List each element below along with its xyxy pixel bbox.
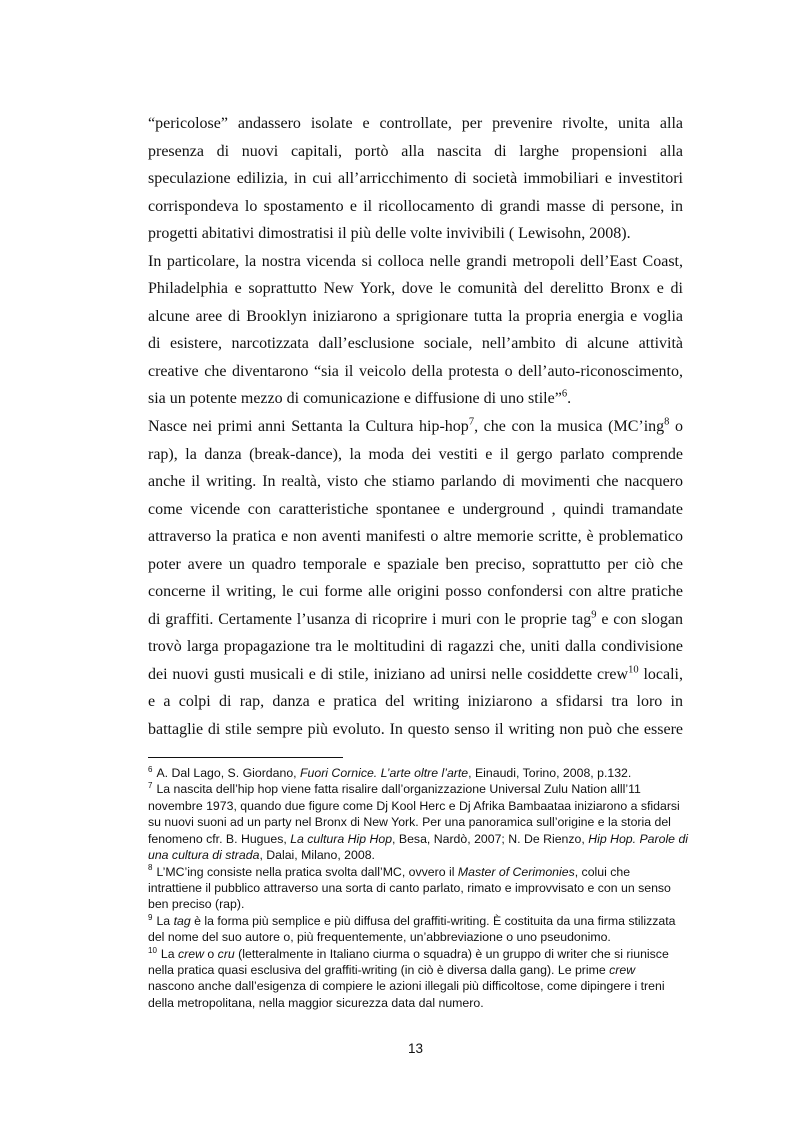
paragraph-2: [148, 248, 683, 413]
text-line: [148, 413, 683, 441]
footnote-number: 9: [148, 912, 153, 922]
footnote-line: [148, 978, 688, 994]
body-text: [148, 110, 683, 744]
text-run: concerne il writing, le cui forme alle origini posso confondersi con altre pratiche: [148, 583, 683, 601]
italic-text: cru: [217, 946, 235, 961]
footnote-9: [148, 913, 688, 946]
text-run: di esistere, narcotizzata dall’esclusione sociale, nell’ambito di alcune attività: [148, 335, 683, 353]
footnote-line: [148, 995, 688, 1011]
text-run: nella pratica quasi esclusiva del graffiti-writing (in ciò è diversa dalla gang). Le prime: [148, 963, 610, 978]
text-line: [148, 688, 683, 716]
text-line: [148, 165, 683, 193]
footnote-number: 8: [148, 863, 153, 873]
text-run: trovò larga propagazione tra le moltitudini di ragazzi che, uniti dalla condivisione: [148, 638, 683, 656]
text-run: della metropolitana, nella maggior sicurezza data dal numero.: [148, 995, 484, 1010]
text-run: di graffiti. Certamente l’usanza di ricoprire i muri con le proprie tag: [148, 610, 592, 628]
text-run: battaglie di stile sempre più evoluto. In questo senso il writing non può che essere: [148, 721, 683, 739]
footnote-line: [148, 831, 688, 847]
text-line: [148, 523, 683, 551]
italic-text: La cultura Hip Hop: [290, 831, 393, 846]
text-run: , Einaudi, Torino, 2008, p.132.: [468, 766, 632, 780]
text-run: dei nuovi gusti musicali e di stile, iniziano ad unirsi nelle cosiddette crew: [148, 665, 629, 683]
text-run: come vicende con caratteristiche spontanee e underground , quindi tramandate: [148, 500, 683, 518]
footnote-line: [148, 880, 688, 896]
text-line: [148, 385, 683, 413]
text-line: [148, 661, 683, 689]
text-line: [148, 330, 683, 358]
footnote-7: [148, 781, 688, 863]
footnote-ref-8: 8: [664, 416, 670, 428]
italic-text: crew: [178, 946, 204, 961]
text-run: , che con la musica (MC’ing: [474, 418, 665, 436]
page-number: 13: [407, 1041, 424, 1056]
text-run: intrattiene il pubblico attraverso una sorta di canto parlato, rimato e improvvisato e con un senso: [148, 880, 671, 895]
text-run: sia un potente mezzo di comunicazione e diffusione di uno stile”: [148, 390, 562, 408]
text-run: Nasce nei primi anni Settanta la Cultura hip-hop: [148, 418, 469, 436]
text-line: [148, 248, 683, 276]
footnote-ref-10: 10: [628, 664, 639, 676]
text-run: .: [567, 390, 572, 408]
italic-text: tag: [173, 913, 191, 928]
text-run: rap), la danza (break-dance), la moda dei vestiti e il gergo parlato comprende: [148, 445, 683, 463]
text-run: o: [669, 418, 684, 436]
footnote-ref-7: 7: [468, 416, 475, 428]
paragraph-3: [148, 413, 683, 744]
paragraph-1: [148, 110, 683, 248]
footnote-line: [148, 781, 688, 797]
text-run: creative che diventarono “sia il veicolo della protesta o dell’auto-riconoscimento,: [148, 362, 683, 380]
footnote-line: [148, 814, 688, 830]
text-line: [148, 551, 683, 579]
italic-text: Fuori Cornice. L’arte oltre l’arte: [300, 766, 469, 780]
italic-text: crew: [609, 963, 636, 978]
text-run: del nome del suo autore o, più frequentemente, un’abbreviazione o uno pseudonimo.: [148, 930, 611, 945]
footnote-line: [148, 946, 688, 962]
italic-text: Master of Cerimonies: [457, 864, 575, 879]
text-run: e a colpi di rap, danza e pratica del writing iniziarono a sfidarsi tra loro in: [148, 693, 683, 711]
footnote-number: 7: [148, 781, 153, 791]
text-line: [148, 633, 683, 661]
text-run: anche il writing. In realtà, visto che stiamo parlando di movimenti che nacquero: [148, 473, 683, 491]
text-line: [148, 193, 683, 221]
text-run: speculazione edilizia, in cui all’arricchimento di società immobiliari e investitori: [148, 170, 683, 188]
footnote-10: [148, 946, 688, 1012]
text-run: corrispondeva lo spostamento e il ricollocamento di grandi masse di persone, in: [148, 197, 683, 215]
text-run: presenza di nuovi capitali, portò alla nascita di larghe propensioni alla: [148, 142, 683, 160]
footnote-separator: [148, 757, 343, 758]
footnote-line: [148, 864, 688, 880]
footnote-line: [148, 913, 688, 929]
text-line: [148, 606, 683, 634]
text-run: locali,: [638, 665, 683, 683]
italic-text: una cultura di strada: [148, 848, 260, 863]
text-line: [148, 220, 683, 248]
text-line: [148, 358, 683, 386]
footnote-8: [148, 864, 688, 913]
footnote-ref-6: 6: [561, 389, 568, 401]
text-line: [148, 138, 683, 166]
text-run: , Dalai, Milano, 2008.: [259, 848, 375, 863]
text-run: In particolare, la nostra vicenda si colloca nelle grandi metropoli dell’East Coast,: [148, 252, 683, 270]
text-line: [148, 303, 683, 331]
text-run: La nascita dell’hip hop viene fatta risalire dall’organizzazione Universal Zulu Nation alll’11: [156, 782, 641, 797]
text-line: [148, 441, 683, 469]
footnote-line: [148, 798, 688, 814]
text-run: fenomeno cfr. B. Hugues,: [148, 831, 291, 846]
text-run: La: [156, 913, 174, 928]
footnotes: [148, 765, 688, 1011]
text-run: (letteralmente in Italiano ciurma o squadra) è un gruppo di writer che si riunisce: [234, 946, 669, 961]
text-run: attraverso la pratica e non aventi manifesti o altre memorie scritte, è problematico: [148, 528, 683, 546]
text-run: , colui che: [574, 864, 631, 879]
text-run: novembre 1973, quando due figure come Dj Kool Herc e Dj Afrika Bambaataa iniziarono a sfidarsi: [148, 798, 680, 813]
text-run: su nuovi suoni ad un party nel Bronx di New York. Per una panoramica sull’origine e la storia del: [148, 815, 671, 830]
text-line: [148, 110, 683, 138]
footnote-number: 6: [148, 764, 153, 774]
text-run: L’MC’ing consiste nella pratica svolta dall’MC, ovvero il: [156, 864, 458, 879]
text-run: ben preciso (rap).: [148, 897, 245, 912]
text-line: [148, 468, 683, 496]
italic-text: Hip Hop. Parole di: [588, 831, 689, 846]
text-run: poter avere un quadro temporale e spaziale ben preciso, soprattutto per ciò che: [148, 555, 683, 573]
text-line: [148, 578, 683, 606]
text-line: [148, 716, 683, 744]
footnote-number: 10: [148, 945, 157, 955]
text-line: [148, 275, 683, 303]
text-run: progetti abitativi dimostratisi il più delle volte invivibili ( Lewisohn, 2008).: [148, 225, 631, 243]
text-run: , Besa, Nardò, 2007; N. De Rienzo,: [392, 831, 589, 846]
footnote-line: [148, 847, 688, 863]
text-run: è la forma più semplice e più diffusa del graffiti-writing. È costituita da una firma stilizzata: [190, 913, 676, 928]
text-run: “pericolose” andassero isolate e controllate, per prevenire rivolte, unita alla: [148, 115, 683, 132]
text-run: A. Dal Lago, S. Giordano,: [156, 766, 300, 780]
text-run: La: [160, 946, 179, 961]
footnote-line: [148, 929, 688, 945]
text-run: Philadelphia e soprattutto New York, dove le comunità del derelitto Bronx e di: [148, 280, 683, 298]
text-line: [148, 496, 683, 524]
footnote-line: [148, 896, 688, 912]
text-run: alcune aree di Brooklyn iniziarono a sprigionare tutta la propria energia e voglia: [148, 307, 683, 325]
footnote-ref-9: 9: [591, 609, 597, 621]
footnote-6: [148, 765, 688, 781]
text-run: e con slogan: [596, 610, 683, 628]
text-run: o: [203, 946, 218, 961]
text-run: nascono anche dall’esigenza di compiere le azioni illegali più difficoltose, come dipingere i treni: [148, 979, 665, 994]
footnote-line: [148, 765, 688, 781]
footnote-line: [148, 962, 688, 978]
